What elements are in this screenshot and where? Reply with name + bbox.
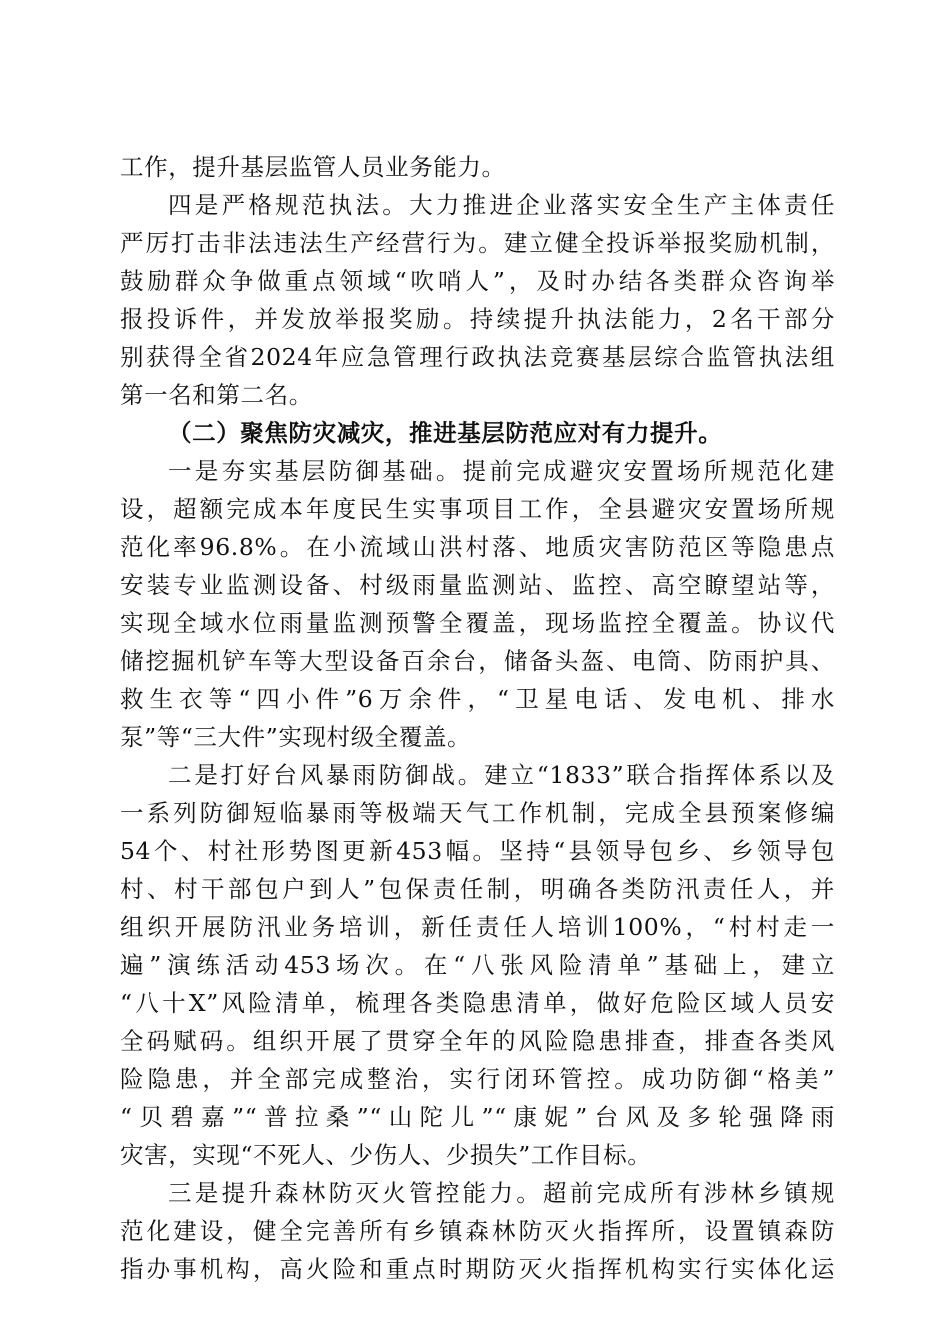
text-line: 险隐患，并全部完成整治，实行闭环管控。成功防御“格美” <box>120 1065 835 1093</box>
text-line: 实现全域水位雨量监测预警全覆盖，现场监控全覆盖。协议代 <box>120 609 835 637</box>
text-line: 鼓励群众争做重点领域“吹哨人”，及时办结各类群众咨询举 <box>120 267 835 295</box>
section-heading: （二）聚焦防灾减灾，推进基层防范应对有力提升。 <box>168 419 723 447</box>
text-line: 工作，提升基层监管人员业务能力。 <box>120 153 506 181</box>
text-line: 灾害，实现“不死人、少伤人、少损失”工作目标。 <box>120 1141 652 1169</box>
text-line: 范化建设，健全完善所有乡镇森林防灭火指挥所，设置镇森防 <box>120 1217 835 1245</box>
paragraph-start-line: 四是严格规范执法。大力推进企业落实安全生产主体责任 <box>168 191 835 219</box>
text-line: 范化率96.8%。在小流域山洪村落、地质灾害防范区等隐患点 <box>120 533 835 561</box>
text-line: 严厉打击非法违法生产经营行为。建立健全投诉举报奖励机制， <box>120 229 835 257</box>
text-line: 泵”等“三大件”实现村级全覆盖。 <box>120 723 472 751</box>
text-line: 指办事机构，高火险和重点时期防灭火指挥机构实行实体化运 <box>120 1255 835 1283</box>
text-line: 第一名和第二名。 <box>120 381 313 409</box>
text-line: 报投诉件，并发放举报奖励。持续提升执法能力，2名干部分 <box>120 305 835 333</box>
text-line: 设，超额完成本年度民生实事项目工作，全县避灾安置场所规 <box>120 495 835 523</box>
text-line: 储挖掘机铲车等大型设备百余台，储备头盔、电筒、防雨护具、 <box>120 647 835 675</box>
text-line: 一系列防御短临暴雨等极端天气工作机制，完成全县预案修编 <box>120 799 835 827</box>
text-line: 全码赋码。组织开展了贯穿全年的风险隐患排查，排查各类风 <box>120 1027 835 1055</box>
text-line: 村、村干部包户到人”包保责任制，明确各类防汛责任人，并 <box>120 875 835 903</box>
text-line: 54个、村社形势图更新453幅。坚持“县领导包乡、乡领导包 <box>120 837 835 865</box>
paragraph-start-line: 二是打好台风暴雨防御战。建立“1833”联合指挥体系以及 <box>168 761 835 789</box>
text-line: 遍”演练活动453场次。在“八张风险清单”基础上，建立 <box>120 951 835 979</box>
text-line: 安装专业监测设备、村级雨量监测站、监控、高空瞭望站等， <box>120 571 835 599</box>
text-line: “贝碧嘉”“普拉桑”“山陀儿”“康妮”台风及多轮强降雨 <box>120 1103 835 1131</box>
text-line: 救生衣等“四小件”6万余件，“卫星电话、发电机、排水 <box>120 685 835 713</box>
text-line: “八十X”风险清单，梳理各类隐患清单，做好危险区域人员安 <box>120 989 835 1017</box>
text-line: 组织开展防汛业务培训，新任责任人培训100%，“村村走一 <box>120 913 835 941</box>
text-line: 别获得全省2024年应急管理行政执法竞赛基层综合监管执法组 <box>120 343 835 371</box>
paragraph-start-line: 三是提升森林防灭火管控能力。超前完成所有涉林乡镇规 <box>168 1179 835 1207</box>
paragraph-start-line: 一是夯实基层防御基础。提前完成避灾安置场所规范化建 <box>168 457 835 485</box>
